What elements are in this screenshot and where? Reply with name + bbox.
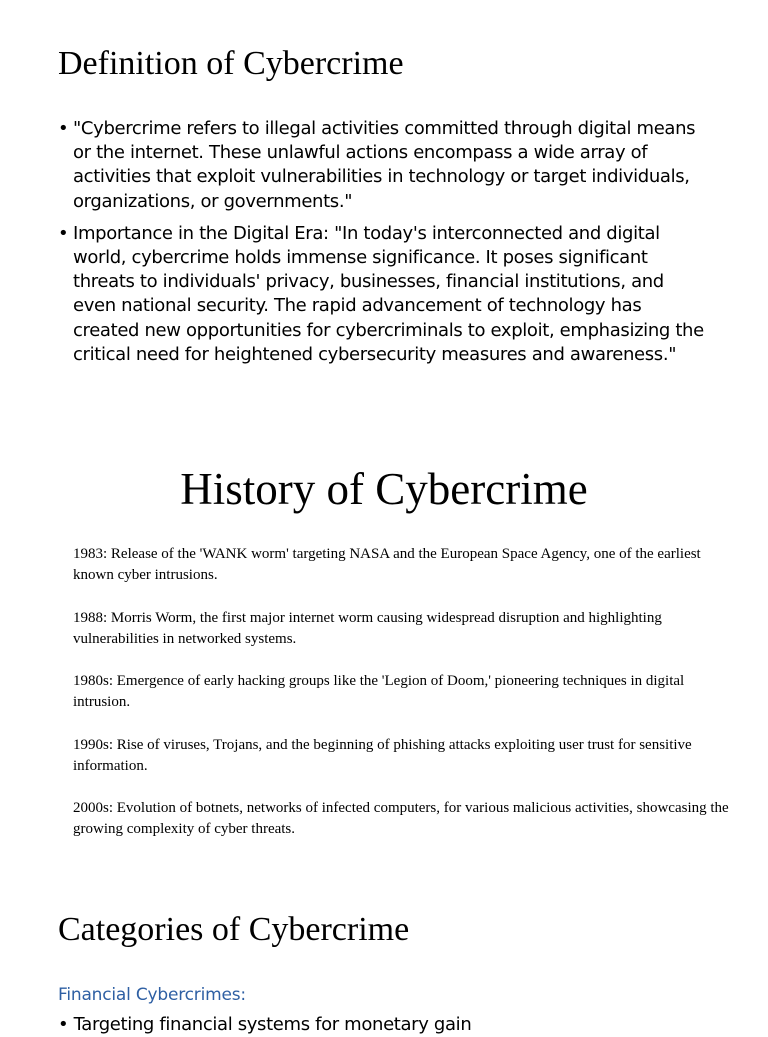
financial-cybercrimes-bullet: • Targeting financial systems for monetary gain bbox=[58, 1014, 472, 1035]
definition-bullet-list bbox=[58, 117, 708, 375]
definition-bullet-item bbox=[58, 222, 708, 367]
categories-title: Categories of Cybercrime bbox=[58, 911, 410, 948]
history-entry: 2000s: Evolution of botnets, networks of infected computers, for various malicious activities, showcasing the growing complexity of cyber threats. bbox=[73, 800, 729, 837]
definition-bullet-text: "Cybercrime refers to illegal activities committed through digital means or the internet. These unlawful actions encompass a wide array of activities that exploit vulnerabilities in technology or target individuals, organizations, or governments." bbox=[73, 118, 696, 212]
bullet-icon: • bbox=[58, 222, 69, 244]
financial-cybercrimes-heading: Financial Cybercrimes: bbox=[58, 985, 246, 1005]
bullet-icon: • bbox=[58, 118, 69, 139]
history-entry: 1988: Morris Worm, the first major internet worm causing widespread disruption and highlighting vulnerabilities in networked systems. bbox=[73, 609, 662, 647]
history-entry: 1980s: Emergence of early hacking groups like the 'Legion of Doom,' pioneering techniques in digital intrusion. bbox=[73, 673, 685, 710]
history-entry: 1983: Release of the 'WANK worm' targeting NASA and the European Space Agency, one of the earliest known cyber intrusions. bbox=[73, 546, 701, 583]
definition-title: Definition of Cybercrime bbox=[58, 45, 404, 82]
history-entry: 1990s: Rise of viruses, Trojans, and the beginning of phishing attacks exploiting user trust for sensitive information. bbox=[73, 736, 692, 774]
history-title: History of Cybercrime bbox=[180, 464, 588, 514]
history-timeline bbox=[73, 544, 745, 862]
definition-bullet-text: Importance in the Digital Era: "In today's interconnected and digital world, cybercrime holds immense significance. It poses significant threats to individuals' privacy, businesses, financial institutions, and even national security. The rapid advancement of technology has created new opportunities for cybercriminals to exploit, emphasizing the critical need for heightened cybersecurity measures and awareness." bbox=[73, 222, 704, 365]
definition-bullet-item bbox=[58, 117, 708, 214]
